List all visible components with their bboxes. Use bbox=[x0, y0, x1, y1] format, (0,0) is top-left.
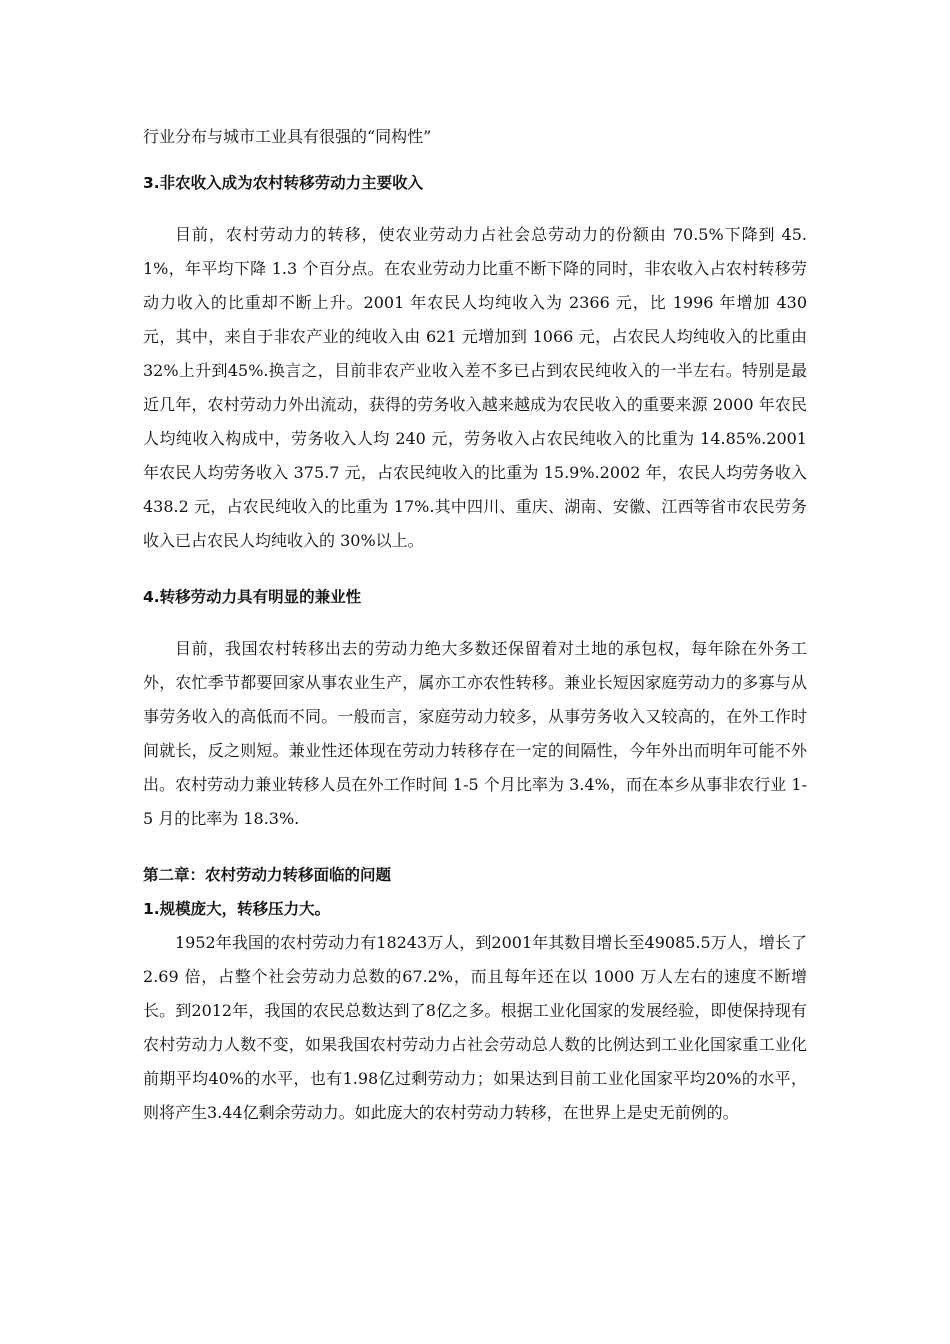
chapter2-sub1-paragraph: 1952年我国的农村劳动力有18243万人，到2001年其数目增长至49085.5万人，增长了2.69 倍，占整个社会劳动力总数的67.2%，而且每年还在以 1000 万人左右的速度不断增长。到2012年，我国的农民总数达到了8亿之多。根据工业化国家的发展经验，即使保持现有农村劳动力人数不变，如果我国农村劳动力占社会劳动总人数的比例达到工业化国家重工业化前期平均40%的水平，也有1.98亿过剩劳动力；如果达到目前工业化国家平均20%的水平，则将产生3.44亿剩余劳动力。如此庞大的农村劳动力转移，在世界上是史无前例的。 bbox=[143, 933, 807, 1122]
section4-heading: 4.转移劳动力具有明显的兼业性 bbox=[143, 588, 362, 606]
intro-line: 行业分布与城市工业具有很强的“同构性” bbox=[143, 127, 432, 146]
section3-paragraph: 目前，农村劳动力的转移，使农业劳动力占社会总劳动力的份额由 70.5%下降到 45.1%，年平均下降 1.3 个百分点。在农业劳动力比重不断下降的同时，非农收入占农村转移劳动力收入的比重却不断上升。2001 年农民人均纯收入为 2366 元，比 1996 年增加 430 元，其中，来自于非农产业的纯收入由 621 元增加到 1066 元，占农民人均纯收入的比重由 32%上升到45%.换言之，目前非农产业收入差不多已占到农民纯收入的一半左右。特别是最近几年，农村劳动力外出流动，获得的劳务收入越来越成为农民收入的重要来源 2000 年农民人均纯收入构成中，劳务收入人均 240 元，劳务收入占农民纯收入的比重为 14.85%.2001 年农民人均劳务收入 375.7 元，占农民纯收入的比重为 15.9%.2002 年，农民人均劳务收入 438.2 元，占农民纯收入的比重为 17%.其中四川、重庆、湖南、安徽、江西等省市农民劳务收入已占农民人均纯收入的 30%以上。 bbox=[143, 225, 807, 550]
chapter2-heading: 第二章：农村劳动力转移面临的问题 bbox=[143, 866, 392, 884]
section4-paragraph: 目前，我国农村转移出去的劳动力绝大多数还保留着对土地的承包权，每年除在外务工外，农忙季节都要回家从事农业生产，属亦工亦农性转移。兼业长短因家庭劳动力的多寡与从事劳务收入的高低而不同。一般而言，家庭劳动力较多，从事劳务收入又较高的，在外工作时间就长，反之则短。兼业性还体现在劳动力转移存在一定的间隔性，今年外出而明年可能不外出。农村劳动力兼业转移人员在外工作时间 1-5 个月比率为 3.4%，而在本乡从事非农行业 1-5 月的比率为 18.3%. bbox=[143, 639, 807, 828]
chapter2-sub1-heading: 1.规模庞大，转移压力大。 bbox=[143, 900, 331, 918]
document-page bbox=[143, 120, 807, 1130]
section3-heading: 3.非农收入成为农村转移劳动力主要收入 bbox=[143, 174, 424, 192]
